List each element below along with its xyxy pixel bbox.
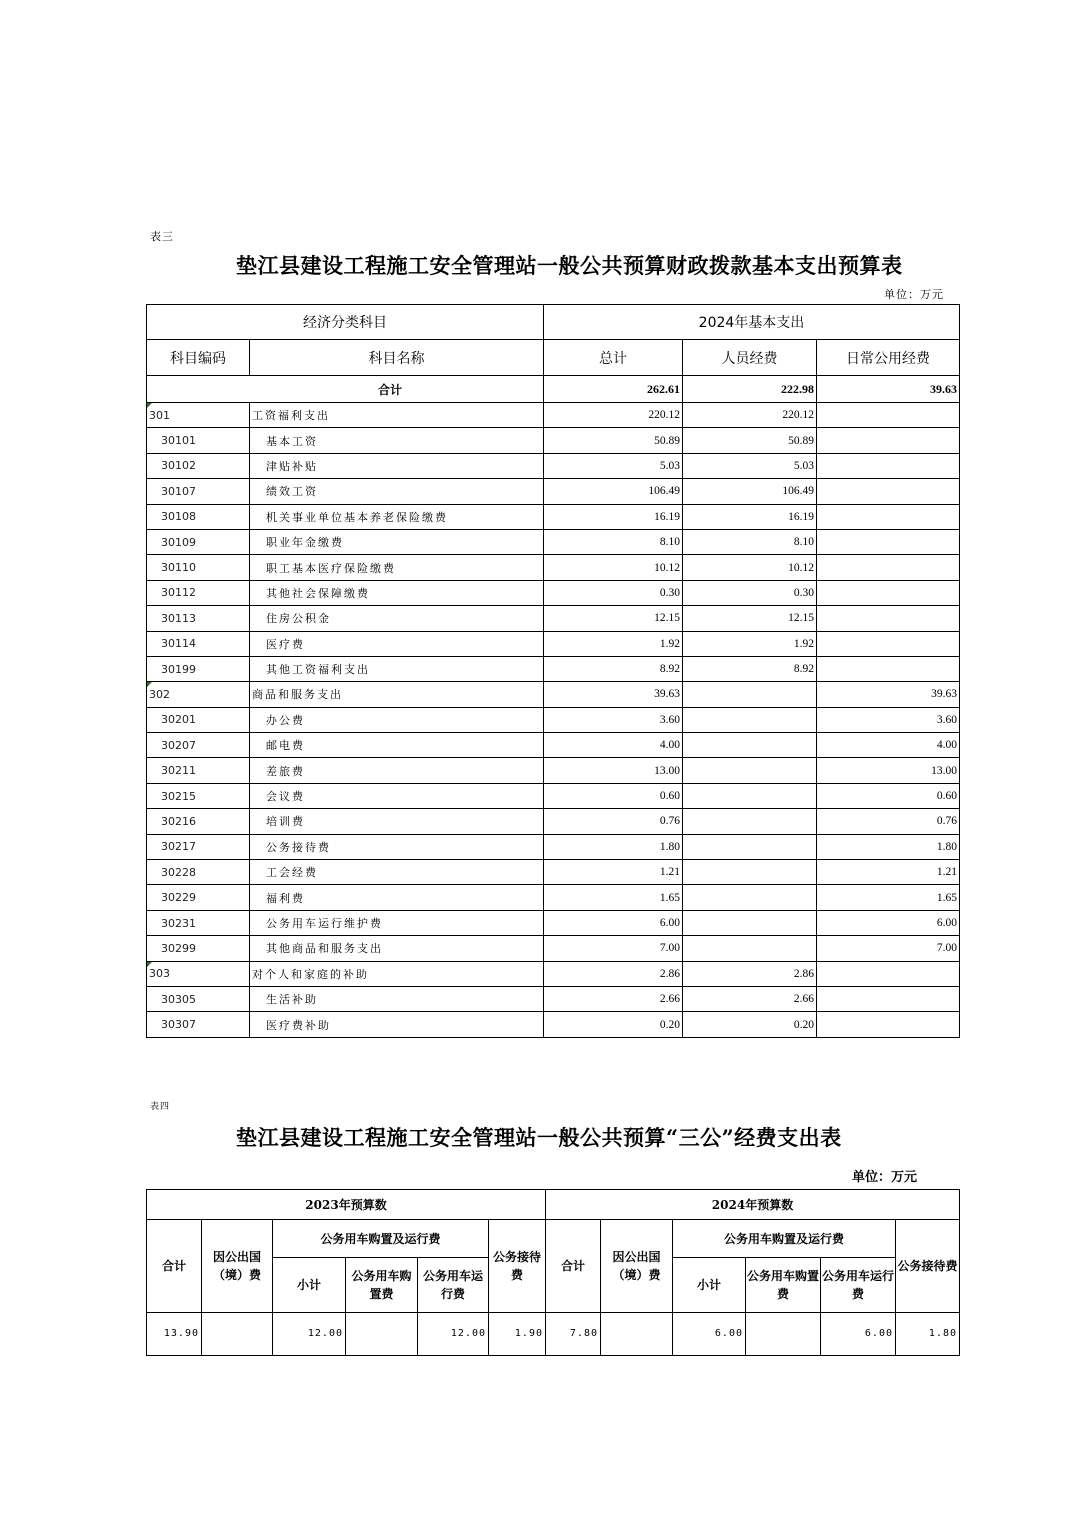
row-total: 2.86 [544, 961, 683, 986]
row-name: 工会经费 [250, 860, 544, 885]
table-row [147, 936, 960, 961]
row-name: 津贴补贴 [250, 453, 544, 478]
row-code: 30211 [147, 758, 250, 783]
row-personnel [683, 809, 817, 834]
row-code: 30215 [147, 783, 250, 808]
total-row [147, 376, 960, 403]
row-total: 10.12 [544, 555, 683, 580]
row-name: 对个人和家庭的补助 [250, 961, 544, 986]
v24-purchase [746, 1313, 821, 1356]
row-personnel [683, 834, 817, 859]
table4-unit: 单位：万元 [852, 1170, 918, 1185]
v23-abroad [202, 1313, 273, 1356]
row-name: 公务用车运行维护费 [250, 910, 544, 935]
row-total: 1.80 [544, 834, 683, 859]
v24-reception: 1.80 [896, 1313, 960, 1356]
h23-purchase: 公务用车购置费 [346, 1258, 418, 1313]
header-public: 日常公用经费 [817, 340, 960, 376]
h24-reception: 公务接待费 [896, 1220, 960, 1313]
row-name: 职业年金缴费 [250, 529, 544, 554]
table-row [147, 555, 960, 580]
row-total: 1.21 [544, 860, 683, 885]
table-row [147, 529, 960, 554]
row-name: 基本工资 [250, 428, 544, 453]
row-name: 生活补助 [250, 986, 544, 1011]
row-name: 其他工资福利支出 [250, 656, 544, 681]
row-code: 30228 [147, 860, 250, 885]
h23-operation: 公务用车运行费 [418, 1258, 489, 1313]
row-name: 工资福利支出 [250, 403, 544, 428]
row-name: 机关事业单位基本养老保险缴费 [250, 504, 544, 529]
values-row [147, 1313, 960, 1356]
row-total: 0.20 [544, 1012, 683, 1037]
row-personnel: 2.86 [683, 961, 817, 986]
h24-total: 合计 [546, 1220, 601, 1313]
row-personnel [683, 910, 817, 935]
table-row [147, 860, 960, 885]
row-total: 13.00 [544, 758, 683, 783]
row-total: 0.30 [544, 580, 683, 605]
basic-expenditure-table [146, 304, 960, 1038]
row-code: 30305 [147, 986, 250, 1011]
row-name: 会议费 [250, 783, 544, 808]
row-code: 30201 [147, 707, 250, 732]
table-row [147, 733, 960, 758]
three-public-expenditure-table [146, 1189, 960, 1356]
row-code: 30216 [147, 809, 250, 834]
h23-reception: 公务接待费 [489, 1220, 546, 1313]
row-personnel: 8.10 [683, 529, 817, 554]
row-public [817, 403, 960, 428]
row-personnel: 5.03 [683, 453, 817, 478]
row-personnel [683, 885, 817, 910]
table-row [147, 682, 960, 707]
v23-subtotal: 12.00 [273, 1313, 346, 1356]
table-row [147, 479, 960, 504]
row-code: 30231 [147, 910, 250, 935]
row-personnel [683, 682, 817, 707]
row-public [817, 631, 960, 656]
row-name: 医疗费 [250, 631, 544, 656]
row-public [817, 428, 960, 453]
row-personnel [683, 707, 817, 732]
row-total: 16.19 [544, 504, 683, 529]
v24-subtotal: 6.00 [673, 1313, 746, 1356]
row-personnel [683, 733, 817, 758]
row-public [817, 961, 960, 986]
v23-operation: 12.00 [418, 1313, 489, 1356]
table-row [147, 453, 960, 478]
row-code: 30229 [147, 885, 250, 910]
header-2023: 2023年预算数 [147, 1190, 546, 1220]
table4-tag: 表四 [150, 1102, 171, 1112]
row-total: 7.00 [544, 936, 683, 961]
total-total: 262.61 [544, 376, 683, 403]
row-code: 30217 [147, 834, 250, 859]
h24-subtotal: 小计 [673, 1258, 746, 1313]
row-public [817, 656, 960, 681]
row-public: 7.00 [817, 936, 960, 961]
row-total: 1.65 [544, 885, 683, 910]
row-public: 13.00 [817, 758, 960, 783]
row-personnel: 0.30 [683, 580, 817, 605]
v24-operation: 6.00 [821, 1313, 896, 1356]
v24-total: 7.80 [546, 1313, 601, 1356]
row-total: 6.00 [544, 910, 683, 935]
row-total: 8.92 [544, 656, 683, 681]
row-personnel [683, 758, 817, 783]
header-code: 科目编码 [147, 340, 250, 376]
row-name: 职工基本医疗保险缴费 [250, 555, 544, 580]
row-public: 0.76 [817, 809, 960, 834]
table-row [147, 809, 960, 834]
row-personnel [683, 936, 817, 961]
h23-vehicle: 公务用车购置及运行费 [273, 1220, 489, 1258]
row-name: 公务接待费 [250, 834, 544, 859]
row-total: 0.76 [544, 809, 683, 834]
row-code: 30108 [147, 504, 250, 529]
row-code: 30110 [147, 555, 250, 580]
row-code: 30112 [147, 580, 250, 605]
table-row [147, 403, 960, 428]
total-public: 39.63 [817, 376, 960, 403]
h24-abroad: 因公出国（境）费 [601, 1220, 673, 1313]
row-public: 1.21 [817, 860, 960, 885]
table-row [147, 986, 960, 1011]
table-row [147, 580, 960, 605]
row-personnel [683, 783, 817, 808]
header-2024: 2024年预算数 [546, 1190, 960, 1220]
row-name: 住房公积金 [250, 606, 544, 631]
row-code: 30102 [147, 453, 250, 478]
row-name: 商品和服务支出 [250, 682, 544, 707]
row-personnel: 0.20 [683, 1012, 817, 1037]
row-code: 30207 [147, 733, 250, 758]
h23-total: 合计 [147, 1220, 202, 1313]
row-public: 3.60 [817, 707, 960, 732]
row-total: 3.60 [544, 707, 683, 732]
row-code: 303 [147, 961, 250, 986]
total-label: 合计 [147, 376, 544, 403]
table-row [147, 783, 960, 808]
row-name: 邮电费 [250, 733, 544, 758]
row-public: 6.00 [817, 910, 960, 935]
row-name: 办公费 [250, 707, 544, 732]
row-total: 8.10 [544, 529, 683, 554]
row-code: 30114 [147, 631, 250, 656]
table-row [147, 961, 960, 986]
row-personnel [683, 860, 817, 885]
header-name: 科目名称 [250, 340, 544, 376]
row-name: 差旅费 [250, 758, 544, 783]
row-total: 5.03 [544, 453, 683, 478]
row-personnel: 50.89 [683, 428, 817, 453]
table-row [147, 834, 960, 859]
table-row [147, 606, 960, 631]
row-name: 福利费 [250, 885, 544, 910]
row-public [817, 504, 960, 529]
row-total: 12.15 [544, 606, 683, 631]
row-public: 0.60 [817, 783, 960, 808]
table-row [147, 758, 960, 783]
row-personnel: 12.15 [683, 606, 817, 631]
row-personnel: 106.49 [683, 479, 817, 504]
row-public: 1.65 [817, 885, 960, 910]
row-total: 220.12 [544, 403, 683, 428]
row-total: 106.49 [544, 479, 683, 504]
table-row [147, 885, 960, 910]
h23-subtotal: 小计 [273, 1258, 346, 1313]
row-public [817, 1012, 960, 1037]
row-public: 1.80 [817, 834, 960, 859]
row-personnel: 2.66 [683, 986, 817, 1011]
row-personnel: 8.92 [683, 656, 817, 681]
row-total: 50.89 [544, 428, 683, 453]
row-public [817, 555, 960, 580]
row-public: 4.00 [817, 733, 960, 758]
row-code: 30307 [147, 1012, 250, 1037]
total-personnel: 222.98 [683, 376, 817, 403]
row-personnel: 1.92 [683, 631, 817, 656]
row-code: 30299 [147, 936, 250, 961]
table3-tag: 表三 [150, 230, 174, 243]
row-name: 其他社会保障缴费 [250, 580, 544, 605]
v23-total: 13.90 [147, 1313, 202, 1356]
h24-vehicle: 公务用车购置及运行费 [673, 1220, 896, 1258]
row-code: 30101 [147, 428, 250, 453]
header-total: 总计 [544, 340, 683, 376]
row-name: 培训费 [250, 809, 544, 834]
row-total: 1.92 [544, 631, 683, 656]
row-personnel: 16.19 [683, 504, 817, 529]
v23-purchase [346, 1313, 418, 1356]
row-code: 30199 [147, 656, 250, 681]
header-2024-basic: 2024年基本支出 [544, 305, 960, 340]
row-public [817, 453, 960, 478]
table-row [147, 910, 960, 935]
row-code: 30109 [147, 529, 250, 554]
row-public [817, 580, 960, 605]
table-row [147, 707, 960, 732]
row-public [817, 529, 960, 554]
table-row [147, 656, 960, 681]
row-code: 302 [147, 682, 250, 707]
table-row [147, 504, 960, 529]
row-public [817, 479, 960, 504]
h24-purchase: 公务用车购置费 [746, 1258, 821, 1313]
v23-reception: 1.90 [489, 1313, 546, 1356]
table-row [147, 1012, 960, 1037]
table3-unit: 单位：万元 [884, 288, 944, 301]
header-personnel: 人员经费 [683, 340, 817, 376]
row-total: 0.60 [544, 783, 683, 808]
row-total: 2.66 [544, 986, 683, 1011]
table4-title: 垫江县建设工程施工安全管理站一般公共预算“三公”经费支出表 [236, 1125, 842, 1150]
row-code: 301 [147, 403, 250, 428]
table3-title: 垫江县建设工程施工安全管理站一般公共预算财政拨款基本支出预算表 [236, 253, 903, 278]
table-row [147, 428, 960, 453]
v24-abroad [601, 1313, 673, 1356]
row-code: 30113 [147, 606, 250, 631]
h24-operation: 公务用车运行费 [821, 1258, 896, 1313]
row-name: 其他商品和服务支出 [250, 936, 544, 961]
row-code: 30107 [147, 479, 250, 504]
row-public [817, 606, 960, 631]
row-public: 39.63 [817, 682, 960, 707]
row-total: 4.00 [544, 733, 683, 758]
row-public [817, 986, 960, 1011]
header-economic-class: 经济分类科目 [147, 305, 544, 340]
row-personnel: 10.12 [683, 555, 817, 580]
row-name: 医疗费补助 [250, 1012, 544, 1037]
row-total: 39.63 [544, 682, 683, 707]
table-row [147, 631, 960, 656]
row-personnel: 220.12 [683, 403, 817, 428]
row-name: 绩效工资 [250, 479, 544, 504]
h23-abroad: 因公出国（境）费 [202, 1220, 273, 1313]
